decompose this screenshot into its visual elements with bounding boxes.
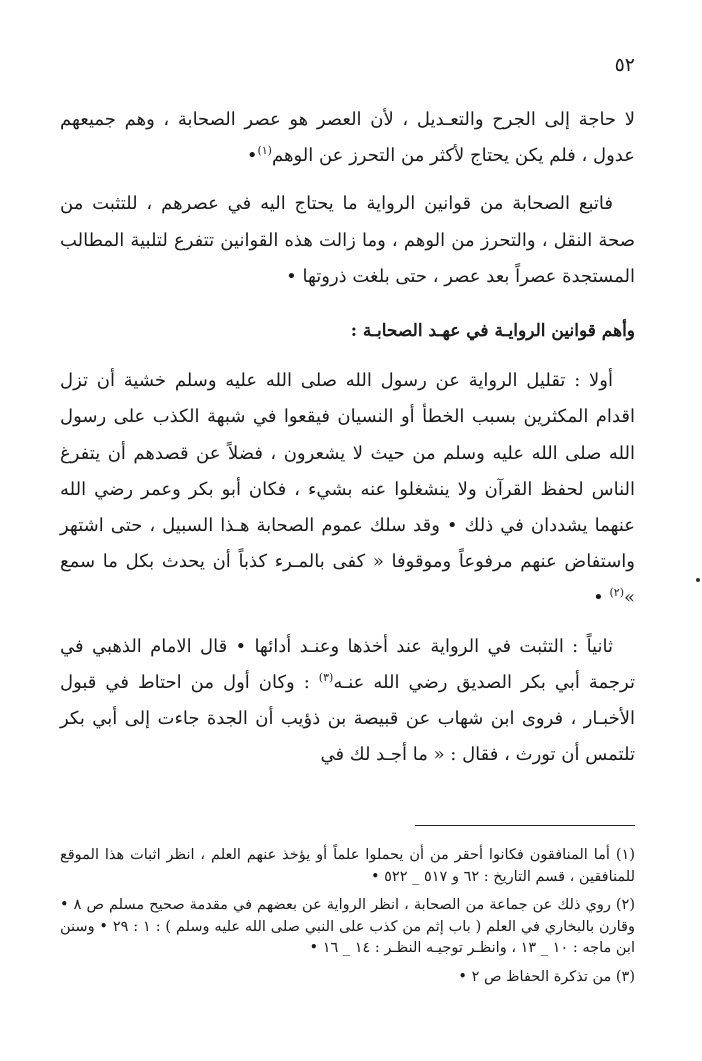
footnotes xyxy=(60,845,635,995)
paragraph-4-text-a: ثانياً : التثبت في الرواية عند أخذها وعنـد أدائها • قال الامام الذهبي في ترجمة أبي بكر الصديق رضي الله عنـه xyxy=(60,635,635,693)
paragraph-2: فاتبع الصحابة من قوانين الرواية ما يحتاج اليه في عصرهم ، للتثبت من صحة النقل ، والتحرز من الوهم ، وما زالت هذه القوانين تتفرع لتلبية المطالب المستجدة عصراً بعد عصر ، حتى بلغت ذروتها • xyxy=(60,193,635,287)
footnote-ref-2: (٢) xyxy=(609,586,624,600)
paragraph-3 xyxy=(60,363,635,616)
paragraph-3-text: أولا : تقليل الرواية عن رسول الله صلى الله عليه وسلم خشية أن تزل اقدام المكثرين بسبب الخطأ أو النسيان فيقعوا في شبهة الكذب على رسول الله صلى الله عليه وسلم من حيث لا يشعرون ، فضلاً عن قصدهم أن يتفرغ الناس لحفظ القرآن ولا ينشغلوا عنه بشيء ، فكان أبو بكر وعمر رضي الله عنهما يشددان في ذلك • وقد سلك عموم الصحابة هـذا السبيل ، حتى اشتهر واستفاض عنهم مرفوعاً وموقوفا « كفى بالمـرء كذباً أن يحدث بكل ما سمع » xyxy=(60,370,635,609)
paragraph-4 xyxy=(60,629,635,774)
footnote-separator xyxy=(415,825,635,826)
footnote-1: (١) أما المنافقون فكانوا أحقر من أن يحملوا علماً أو يؤخذ عنهم العلم ، انظر اثبات هذا الموقع للمنافقين ، قسم التاريخ : ٦٢ و ٥١٧ _ ٥٢٢ • xyxy=(60,847,635,885)
paragraph-1-end: • xyxy=(246,145,258,167)
margin-speck xyxy=(696,578,700,582)
paragraph-1 xyxy=(60,102,635,174)
footnote-2: (٢) روي ذلك عن جماعة من الصحابة ، انظر الرواية عن بعضهم في مقدمة صحيح مسلم ص ٨ • وقارن بالبخاري في العلم ( باب إثم من كذب على النبي صلى الله عليه وسلم ) : ١ : ٢٩ • وسنن ابن ماجه : ١٠ _ ١٣ ، وانظـر توجيـه النظـر : ١٤ _ ١٦ • xyxy=(60,897,635,956)
footnote-ref-1: (١) xyxy=(257,144,272,158)
paragraph-4-text-b: : وكان أول من احتاط في قبول الأخبـار ، فروى ابن شهاب عن قبيصة بن ذؤيب أن الجدة جاءت إلى أبي بكر تلتمس أن تورث ، فقال : « ما أجـد لك في xyxy=(60,671,635,766)
page-number: ٥٢ xyxy=(614,54,635,76)
paragraph-1-text: لا حاجة إلى الجرح والتعـديل ، لأن العصر هو عصر الصحابة ، وهم جميعهم عدول ، فلم يكن يحتاج لأكثر من التحرز عن الوهم xyxy=(60,109,635,167)
main-text xyxy=(60,102,635,785)
section-heading: وأهم قوانين الروايـة في عهـد الصحابـة : xyxy=(350,321,635,342)
paragraph-3-end: • xyxy=(593,587,604,609)
footnote-ref-3: (٣) xyxy=(318,670,334,684)
footnote-3: (٣) من تذكرة الحفاظ ص ٢ • xyxy=(458,968,635,985)
